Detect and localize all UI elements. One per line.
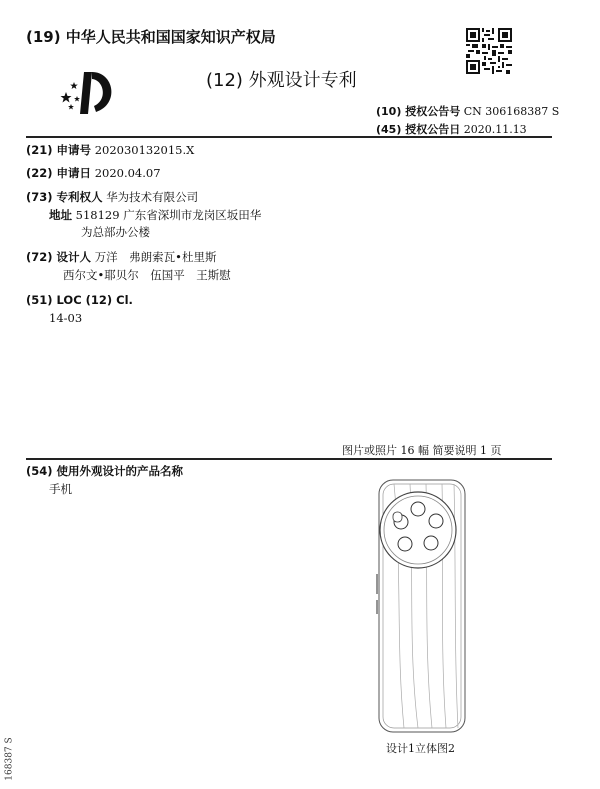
loc-value: 14-03 xyxy=(49,311,83,325)
patent-office-title: (19) 中华人民共和国国家知识产权局 xyxy=(26,28,276,46)
loc-label: (51) LOC (12) Cl. xyxy=(26,293,133,307)
publication-number-row xyxy=(376,103,559,119)
address-line-2: 为总部办公楼 xyxy=(81,225,150,239)
application-number: 202030132015.X xyxy=(94,143,195,157)
qr-code-icon xyxy=(466,28,512,74)
figure-summary: 图片或照片 16 幅 简要说明 1 页 xyxy=(342,444,502,457)
application-number-label: (21) 申请号 xyxy=(26,143,92,157)
loc-row xyxy=(26,293,133,307)
product-name-label: (54) 使用外观设计的产品名称 xyxy=(26,464,184,478)
designers-line-1: 万洋 弗朗索瓦•杜里斯 xyxy=(94,250,217,264)
address-row xyxy=(49,208,261,222)
publication-date: 2020.11.13 xyxy=(463,123,527,136)
figure-caption: 设计1立体图2 xyxy=(386,742,455,755)
side-publication-code: 168387 S xyxy=(4,737,15,781)
owner-label: (73) 专利权人 xyxy=(26,190,103,204)
publication-date-row xyxy=(376,121,527,137)
product-name: 手机 xyxy=(49,482,72,496)
publication-number: CN 306168387 S xyxy=(463,105,560,118)
address-label: 地址 xyxy=(49,208,72,222)
summary-divider xyxy=(26,458,552,460)
phone-design-drawing xyxy=(374,476,470,736)
publication-date-label: (45) 授权公告日 xyxy=(376,123,461,136)
owner: 华为技术有限公司 xyxy=(106,190,199,204)
designer-label: (72) 设计人 xyxy=(26,250,92,264)
application-date-label: (22) 申请日 xyxy=(26,166,92,180)
application-date-row xyxy=(26,166,161,180)
application-date: 2020.04.07 xyxy=(94,166,161,180)
owner-row xyxy=(26,190,198,204)
address-line-1: 518129 广东省深圳市龙岗区坂田华 xyxy=(75,208,262,222)
publication-number-label: (10) 授权公告号 xyxy=(376,105,461,118)
designer-row xyxy=(26,250,216,264)
cnipa-logo-icon xyxy=(56,66,122,116)
patent-kind-title: (12) 外观设计专利 xyxy=(206,70,357,91)
designers-line-2: 西尔文•耶贝尔 伍国平 王斯慰 xyxy=(63,268,231,282)
header-divider xyxy=(26,136,552,138)
application-number-row xyxy=(26,143,194,157)
